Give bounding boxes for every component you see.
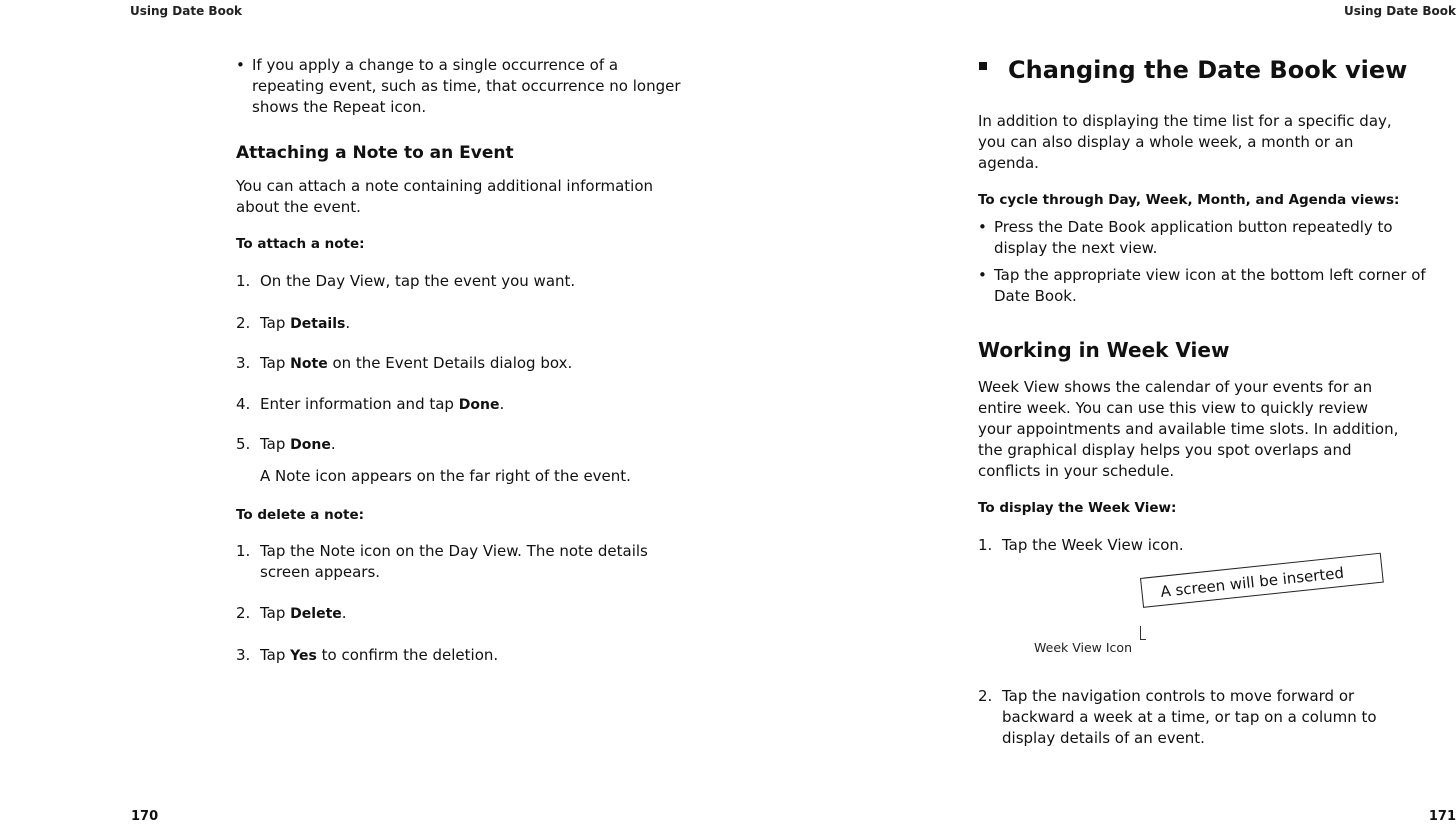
step-number: 1. [236,542,251,560]
attach-note-procedure-heading: To attach a note: [236,236,365,252]
step-text: backward a week at a time, or tap on a column to [1002,708,1377,726]
step-text: Tap [260,354,291,372]
step-text: screen appears. [260,563,381,581]
step-number: 1. [978,536,993,554]
bullet-line: Date Book. [994,287,1077,305]
attach-step-1 [236,271,575,292]
bullet-line: Press the Date Book application button repeatedly to [994,218,1393,236]
intro-line: In addition to displaying the time list for a specific day, [978,112,1392,130]
cycle-views-heading: To cycle through Day, Week, Month, and Agenda views: [978,192,1400,208]
bullet-line: Tap the appropriate view icon at the bottom left corner of [994,266,1426,284]
step-bold-term: Details [290,316,346,332]
week-step-2 [978,686,1377,749]
step-bold-term: Note [290,356,328,372]
attach-step-3 [236,353,572,375]
attach-step-2 [236,313,350,335]
intro-line: about the event. [236,198,361,216]
step-bold-term: Yes [290,648,317,664]
callout-tick [1140,639,1146,640]
delete-step-2 [236,603,347,625]
delete-step-3 [236,645,498,667]
intro-line: Week View shows the calendar of your events for an [978,378,1373,396]
intro-line: the graphical display helps you spot overlaps and [978,441,1352,459]
step-text: Tap the navigation controls to move forward or [1002,687,1355,705]
bullet-line: shows the Repeat icon. [252,98,427,116]
step-text: . [499,395,505,413]
step-text: Tap [260,604,291,622]
step-bold-term: Delete [290,606,342,622]
week-view-icon-label: Week View Icon [1034,640,1132,655]
attach-step-4 [236,394,504,416]
cycle-bullet-2 [978,265,1456,307]
attach-result: A Note icon appears on the far right of the event. [260,467,631,485]
section-title: Changing the Date Book view [1008,56,1408,84]
week-step-1 [978,535,1184,556]
delete-step-1 [236,541,648,583]
repeat-change-bullet [236,55,742,118]
step-number: 3. [236,354,251,372]
attach-step-5 [236,434,336,456]
page-number-right: 171 [1428,809,1456,824]
intro-line: conflicts in your schedule. [978,462,1175,480]
bullet-dot: • [978,218,987,236]
step-text: . [330,435,336,453]
display-week-heading: To display the Week View: [978,500,1177,516]
bullet-dot: • [236,56,245,74]
intro-line: entire week. You can use this view to quickly review [978,399,1369,417]
view-intro [978,111,1392,174]
step-text: to confirm the deletion. [316,646,499,664]
step-text: On the Day View, tap the event you want. [260,272,576,290]
running-head-right: Using Date Book [1343,4,1456,18]
week-view-intro [978,377,1454,482]
step-text: Enter information and tap [260,395,459,413]
step-text: . [345,314,351,332]
week-view-heading: Working in Week View [978,338,1230,362]
running-head-left: Using Date Book [130,4,243,18]
step-number: 3. [236,646,251,664]
bullet-dot: • [978,266,987,284]
step-text: Tap [260,646,291,664]
attaching-note-intro [236,176,653,218]
callout-line [1140,626,1141,640]
screen-placeholder-box: A screen will be inserted [1140,553,1384,608]
step-text: on the Event Details dialog box. [327,354,573,372]
bullet-line: If you apply a change to a single occurrence of a [252,56,619,74]
step-number: 5. [236,435,251,453]
step-text: display details of an event. [1002,729,1205,747]
step-bold-term: Done [458,397,500,413]
bullet-line: repeating event, such as time, that occurrence no longer [252,77,681,95]
step-number: 2. [978,687,993,705]
intro-line: your appointments and available time slots. In addition, [978,420,1399,438]
step-text: Tap [260,314,291,332]
attaching-note-heading: Attaching a Note to an Event [236,143,514,163]
step-text: Tap the Week View icon. [1002,536,1184,554]
step-text: . [341,604,347,622]
section-square-bullet [979,62,987,70]
page-number-left: 170 [131,809,159,824]
intro-line: You can attach a note containing additional information [236,177,654,195]
step-number: 2. [236,604,251,622]
intro-line: agenda. [978,154,1039,172]
bullet-line: display the next view. [994,239,1158,257]
step-number: 4. [236,395,251,413]
delete-note-procedure-heading: To delete a note: [236,507,365,523]
step-text: Tap [260,435,291,453]
cycle-bullet-1 [978,217,1456,259]
step-text: Tap the Note icon on the Day View. The note details [260,542,648,560]
step-number: 2. [236,314,251,332]
step-number: 1. [236,272,251,290]
intro-line: you can also display a whole week, a month or an [978,133,1354,151]
step-bold-term: Done [290,437,331,453]
